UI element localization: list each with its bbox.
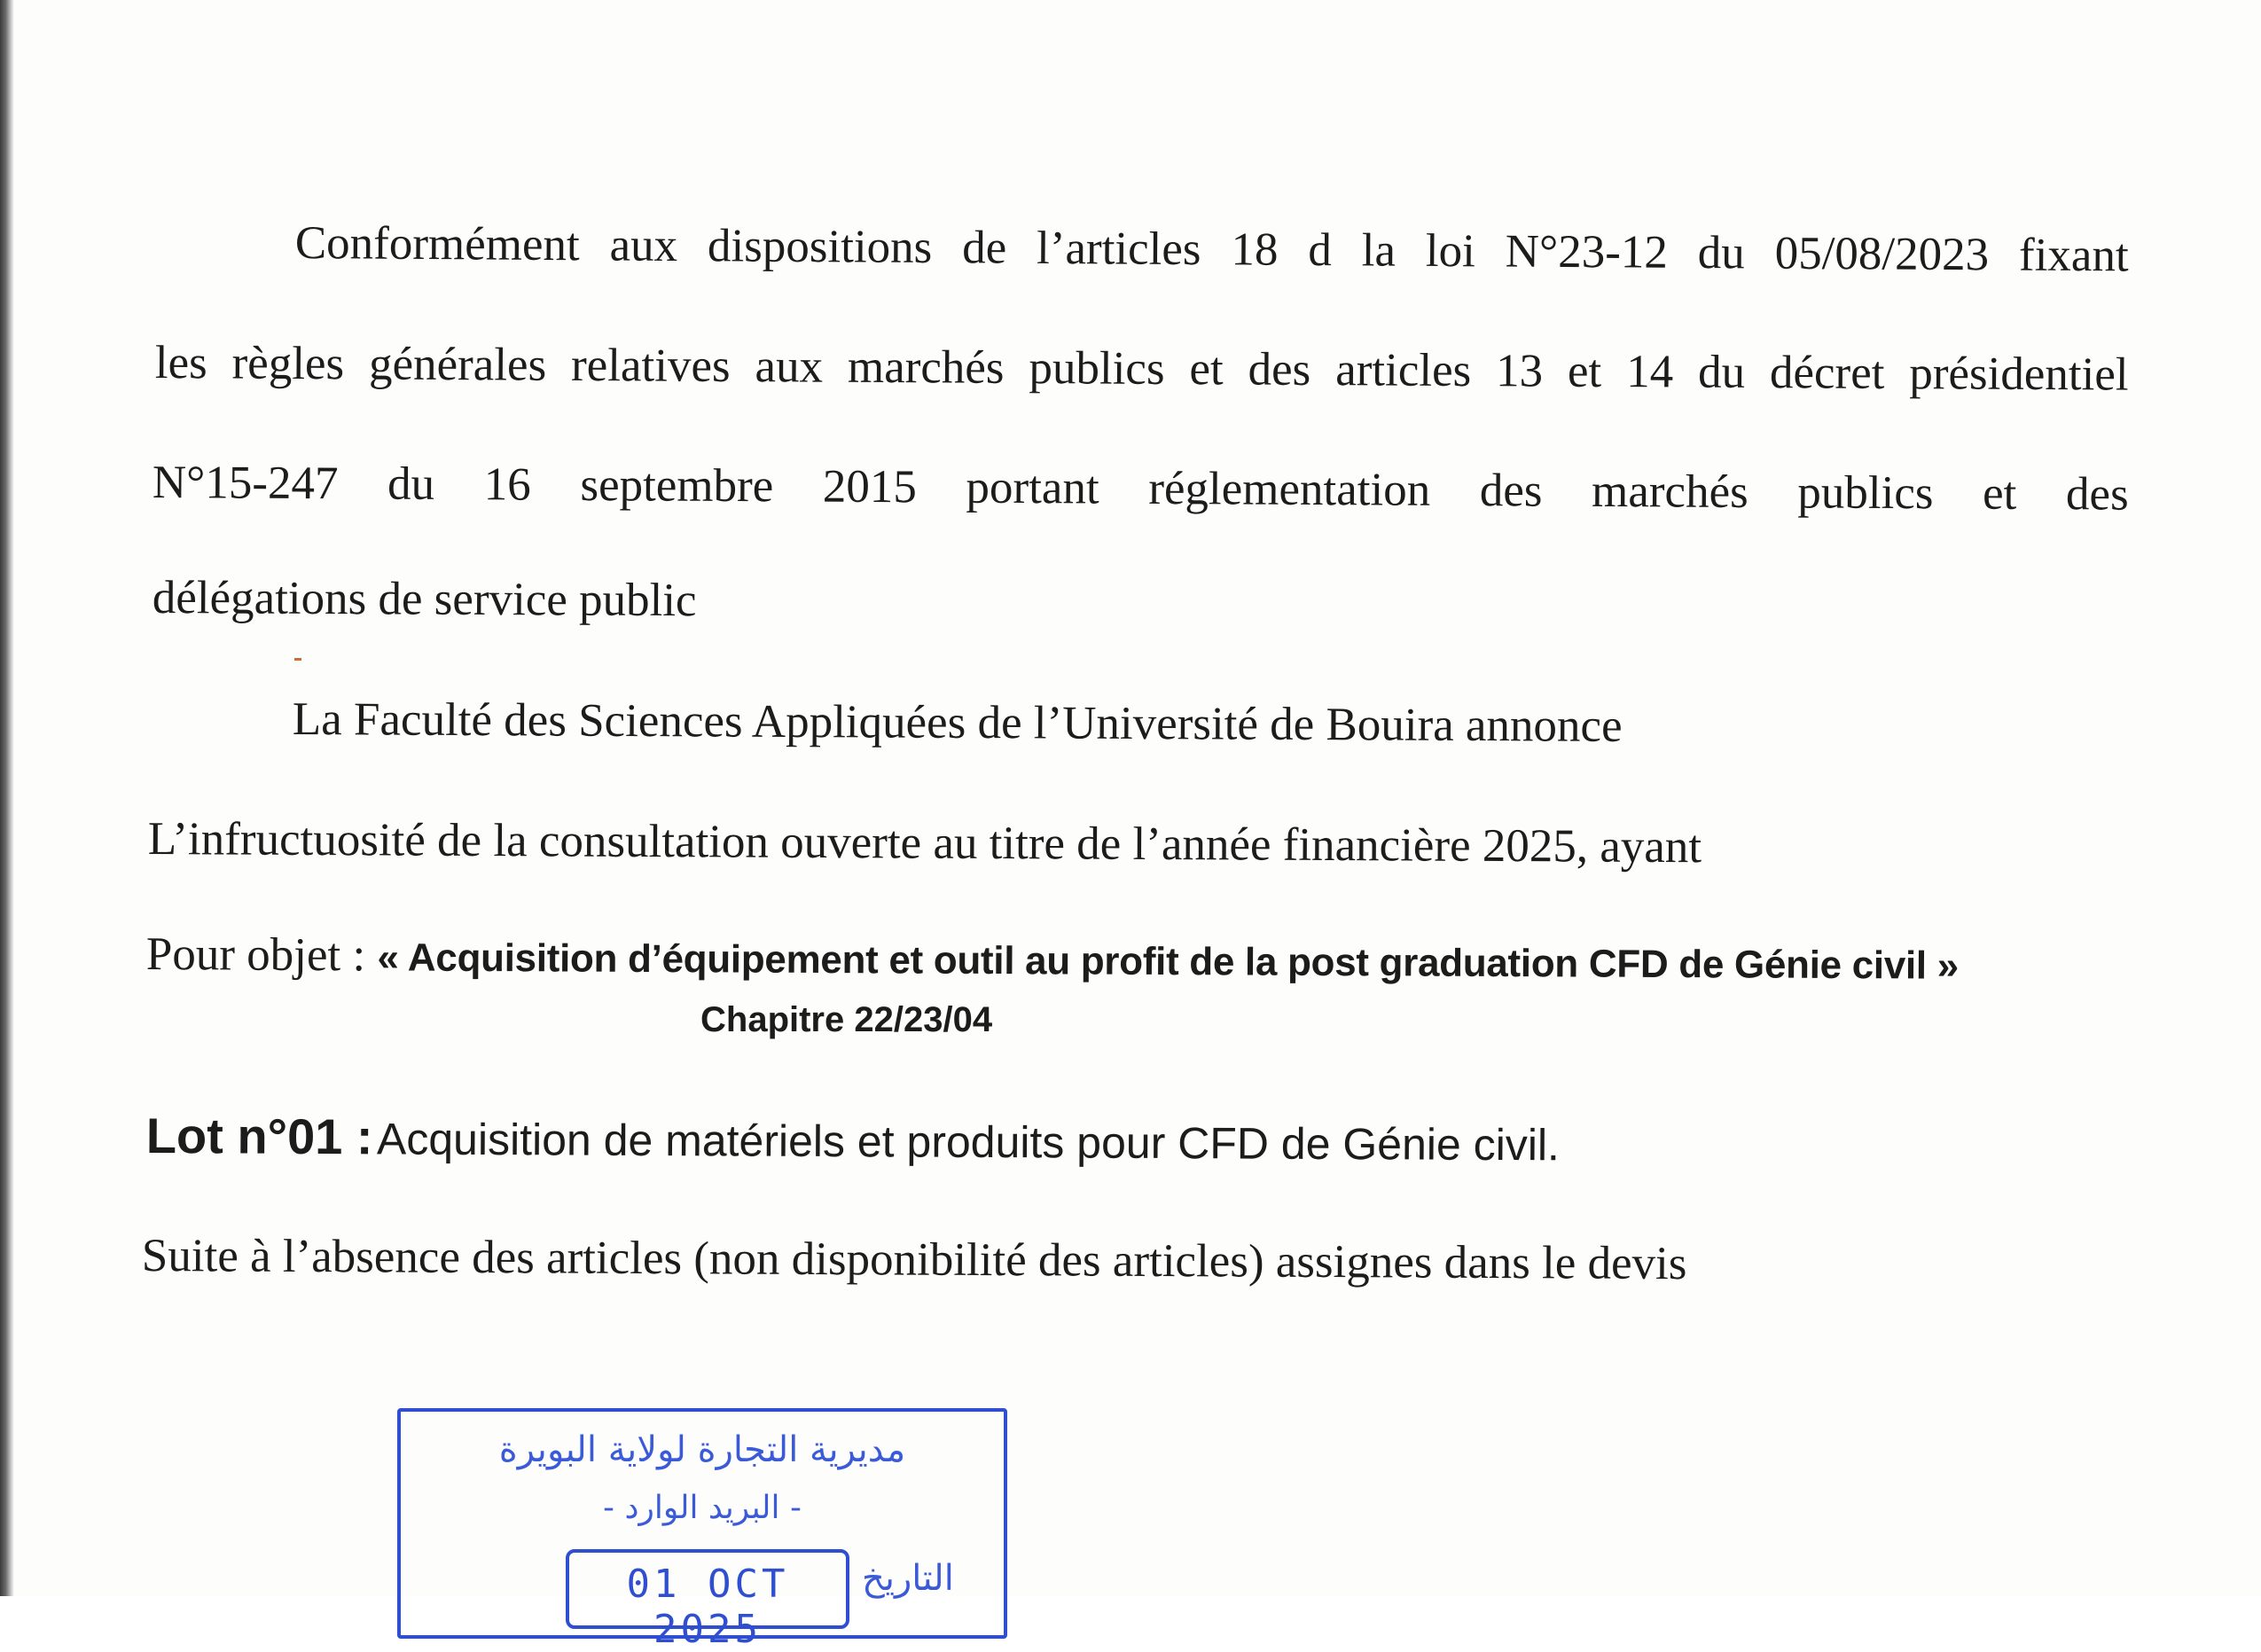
word: la [1361, 224, 1396, 277]
announcement-text: La Faculté des Sciences Appliquées de l’Université de Bouira annonce [292, 693, 1623, 752]
word: des [2065, 468, 2129, 521]
word: du [387, 458, 435, 510]
word: N°23-12 [1505, 225, 1669, 278]
word: présidentiel [1909, 348, 2129, 401]
objet-prefix: Pour objet : [145, 928, 378, 982]
word: des [1479, 465, 1543, 517]
word: marchés [1591, 465, 1749, 518]
lot-text: Acquisition de matériels et produits pour CFD de Génie civil. [376, 1114, 1561, 1170]
paragraph1-line2 [154, 337, 2129, 401]
word: portant [966, 461, 1099, 514]
lot-label: Lot n°01 : [145, 1108, 373, 1165]
reason-text: Suite à l’absence des articles (non disponibilité des articles) assignes dans le devis [141, 1230, 1687, 1290]
word: marchés [847, 341, 1005, 394]
word: 13 [1495, 345, 1544, 397]
word: publics [1029, 342, 1165, 395]
word: réglementation [1148, 462, 1431, 516]
word: d [1308, 223, 1333, 277]
word: Conformément [294, 217, 580, 271]
word: septembre [580, 458, 774, 513]
stamp-date-box [566, 1549, 849, 1652]
stamp-date-label: التاريخ [862, 1558, 954, 1599]
stamp-date: 01 OCT 2025 [626, 1562, 789, 1652]
stamp-line1: مديرية التجارة لولاية البويرة [498, 1429, 906, 1470]
lot-line [146, 1107, 1560, 1171]
word: aux [609, 219, 678, 272]
word: et [1982, 467, 2017, 520]
word: N°15-247 [152, 457, 339, 510]
word: règles [231, 337, 345, 390]
word: publics [1797, 466, 1934, 520]
word: et [1189, 343, 1224, 395]
word: aux [755, 341, 824, 393]
scan-edge-shadow [0, 0, 14, 1596]
paragraph1-line4: délégations de service public [152, 572, 697, 627]
word: de [962, 222, 1007, 274]
word: et [1567, 345, 1602, 397]
word: 18 [1231, 223, 1279, 276]
word: des [1248, 343, 1311, 395]
word: l’articles [1036, 222, 1201, 276]
stamp-line2: - البريد الوارد - [603, 1490, 802, 1526]
word: 05/08/2023 [1774, 227, 1990, 281]
word: relatives [570, 339, 731, 392]
paragraph1-line1 [294, 217, 2129, 282]
word: générales [368, 338, 547, 391]
objet-chapter: Chapitre 22/23/04 [700, 1000, 993, 1039]
objet-line [145, 928, 1960, 989]
word: articles [1334, 344, 1472, 397]
ink-speck [294, 658, 301, 661]
word: 16 [483, 458, 531, 511]
paragraph1-line3 [153, 459, 2129, 519]
word: du [1697, 346, 1746, 398]
word: dispositions [707, 220, 933, 274]
word: loi [1425, 224, 1476, 278]
word: décret [1769, 347, 1885, 399]
word: 14 [1625, 346, 1674, 398]
word: fixant [2018, 229, 2129, 282]
objet-title: « Acquisition d’équipement et outil au profit de la post graduation CFD de Génie civil » [377, 936, 1960, 988]
word: 2015 [822, 460, 918, 513]
infructuosite-text: L’infructuosité de la consultation ouverte au titre de l’année financière 2025, ayant [147, 813, 1702, 873]
reception-stamp [397, 1408, 1007, 1652]
word: les [154, 337, 207, 389]
word: du [1697, 227, 1745, 279]
